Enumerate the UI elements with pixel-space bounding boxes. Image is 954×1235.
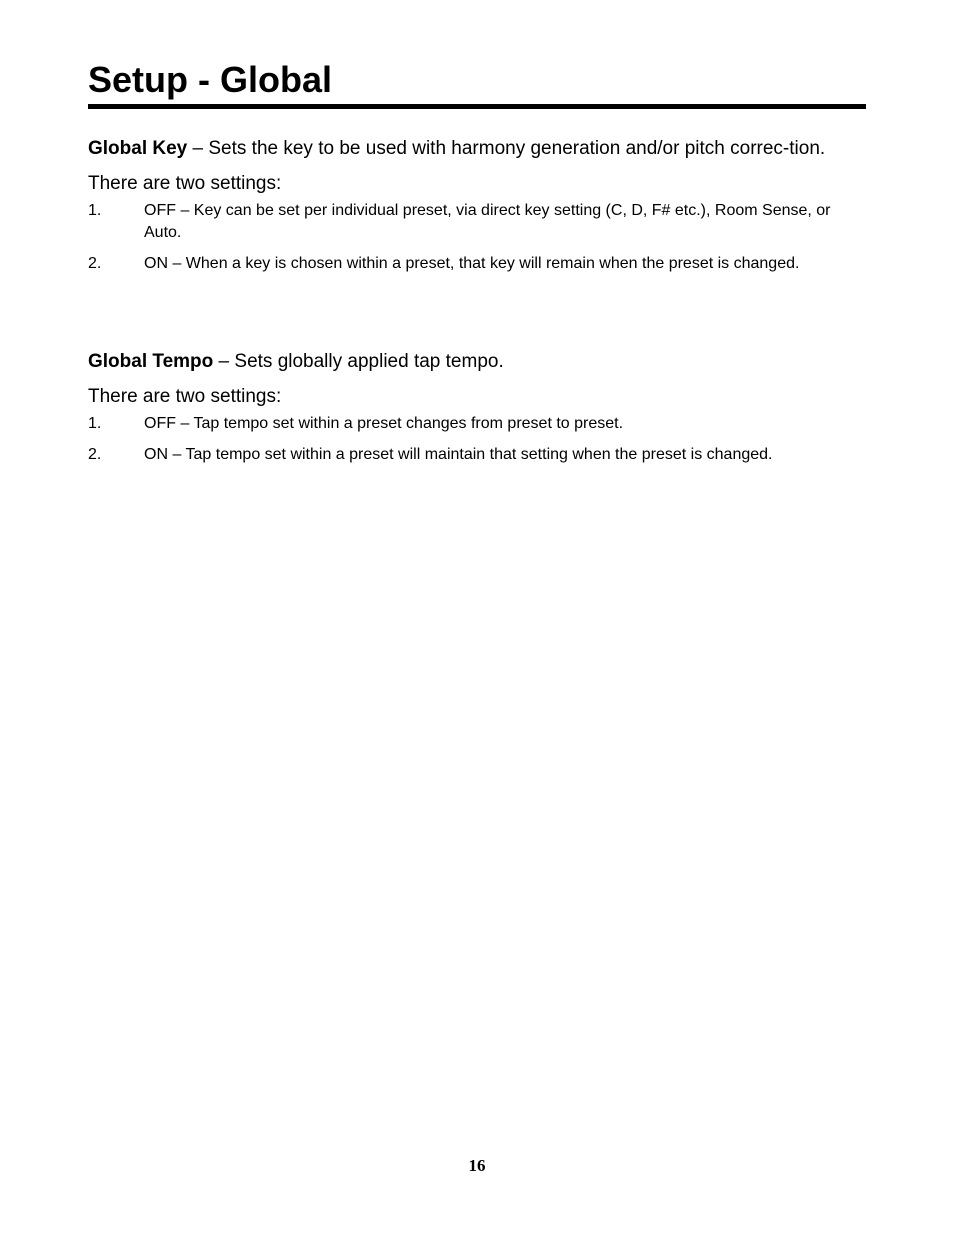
title-rule — [88, 104, 866, 109]
section-description: – Sets the key to be used with harmony generation and/or pitch correc-tion. — [187, 138, 826, 159]
section-heading — [88, 136, 858, 162]
settings-list — [88, 200, 858, 275]
item-text: OFF – Tap tempo set within a preset changes from preset to preset. — [144, 415, 624, 432]
page-title: Setup - Global — [88, 59, 333, 100]
section-global-tempo — [88, 349, 858, 475]
list-item — [88, 444, 858, 466]
item-text: ON – Tap tempo set within a preset will maintain that setting when the preset is changed. — [144, 446, 773, 463]
section-description: – Sets globally applied tap tempo. — [213, 351, 504, 372]
list-item — [88, 253, 858, 275]
list-item — [88, 413, 858, 435]
section-term: Global Key — [88, 138, 188, 159]
item-text: ON – When a key is chosen within a preset, that key will remain when the preset is changed. — [144, 255, 800, 272]
page-number: 16 — [468, 1156, 486, 1175]
section-global-key — [88, 136, 858, 284]
item-number: 2. — [88, 255, 102, 272]
settings-intro: There are two settings: — [88, 386, 282, 407]
item-number: 2. — [88, 446, 102, 463]
settings-intro: There are two settings: — [88, 173, 282, 194]
item-text: OFF – Key can be set per individual preset, via direct key setting (C, D, F# etc.), Room Sense, or Auto. — [144, 202, 831, 241]
settings-list — [88, 413, 858, 466]
section-term: Global Tempo — [88, 351, 214, 372]
item-number: 1. — [88, 202, 102, 219]
section-heading — [88, 349, 858, 375]
item-number: 1. — [88, 415, 102, 432]
list-item — [88, 200, 858, 244]
